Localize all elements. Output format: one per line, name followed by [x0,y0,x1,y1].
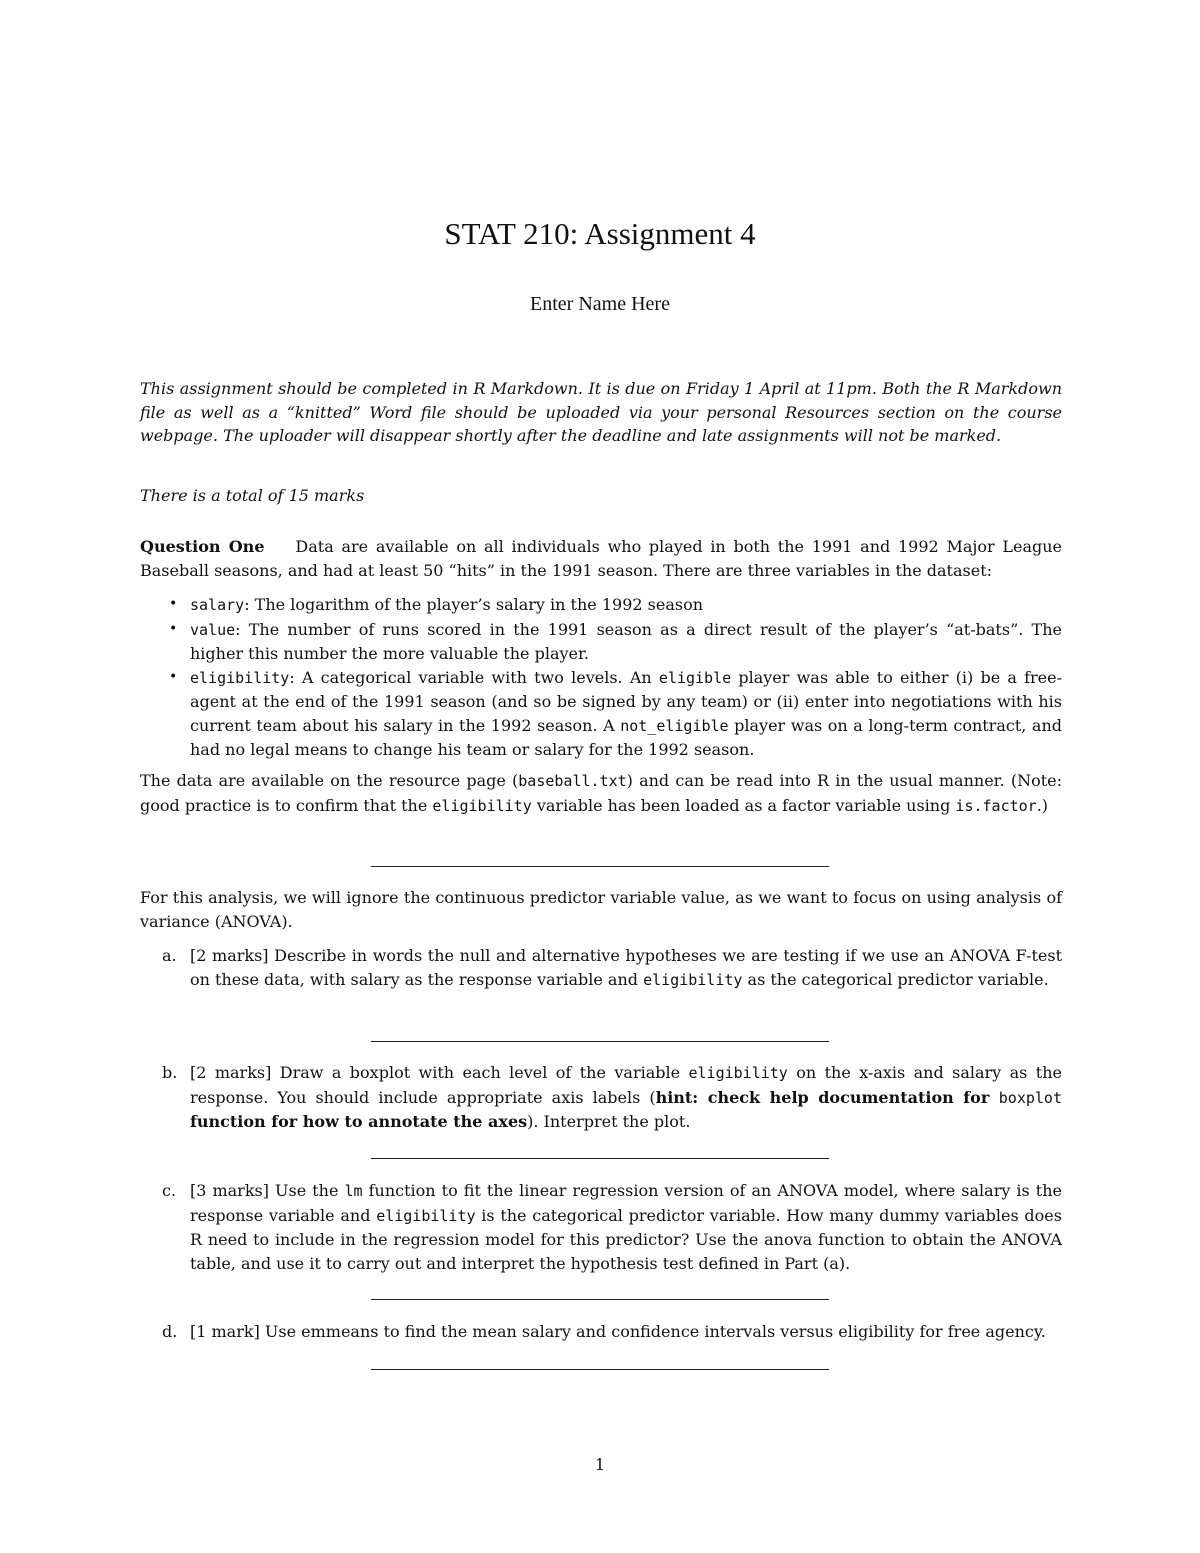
total-marks: There is a total of 15 marks [140,486,365,505]
data-note-paragraph [140,769,1062,818]
hint-text: function for how to annotate the axes [190,1112,528,1131]
data-note-text: .) [1036,795,1049,815]
part-text-span: [3 marks] Use the [190,1181,345,1200]
variable-name: eligibility [432,796,532,815]
bullet-icon: • [169,620,178,637]
part-label: b. [162,1063,178,1082]
horizontal-rule [371,1299,829,1300]
horizontal-rule [371,1158,829,1159]
variable-description: : The number of runs scored in the 1991 season as a direct result of the player’s “at-bats”. The higher this number the more valuable the player. [190,619,1062,663]
variable-description: : The logarithm of the player’s salary in the 1992 season [244,595,703,614]
page-title: STAT 210: Assignment 4 [444,216,756,251]
variable-description: : A categorical variable with two levels. An [289,667,659,687]
horizontal-rule [371,1369,829,1370]
part-label: a. [162,946,177,965]
list-item [140,593,1062,618]
part-text [190,944,1062,992]
variable-name: salary [961,1181,1011,1200]
question-one-heading: Question One [140,537,265,556]
part-text-span: on the x-axis and salary as the response. You should include appropriate axis labels ( [190,1063,1062,1107]
part-a [140,944,1062,992]
variable-name: eligibility [376,1206,476,1225]
part-text-span: is the categorical predictor variable. How many dummy variables does R need to include in the regression model for this predictor? Use the anova function to obtain the ANOVA table, and use it to carry out and interpret the hypothesis test defined in Part (a). [190,1205,1062,1273]
horizontal-rule [371,866,829,867]
part-b [140,1061,1062,1134]
part-text-span: [2 marks] Describe in words the null and alternative hypotheses we are testing if we use an ANOVA F-test on these data, with salary as the response variable and [190,946,1062,989]
list-item [140,666,1062,762]
part-d [140,1320,1062,1344]
horizontal-rule [371,1041,829,1042]
part-text [190,1061,1062,1134]
level-name: not_eligible [620,716,729,735]
bullet-icon: • [169,668,178,685]
variable-description: player was able to either (i) be a free-agent at the end of the 1991 season (and so be signed by any team) or (ii) enter into negotiations with his current team about his salary in the 1992 season. A [190,667,1063,735]
part-text-span: ). Interpret the plot. [527,1112,691,1131]
data-file-name: baseball.txt [518,772,627,790]
level-name: eligible [658,668,732,687]
function-name: lm [344,1182,363,1200]
data-note-text: The data are available on the resource page ( [140,771,519,790]
data-note-text: variable has been loaded as a factor variable using [531,795,956,815]
page-number: 1 [594,1455,606,1474]
hint-text: hint: check help documentation for [655,1087,999,1107]
bullet-icon: • [169,596,178,612]
question-one-paragraph [140,535,1062,582]
author-name: Enter Name Here [530,293,670,315]
analysis-intro: For this analysis, we will ignore the continuous predictor variable value, as we want to focus on using analysis of variance (ANOVA). [140,888,1062,931]
function-name: boxplot [998,1088,1062,1107]
part-text-span: as the categorical predictor variable. [742,969,1049,989]
variable-name: eligibility [190,668,290,687]
part-text-span: function to fit the linear regression version of an ANOVA model, where [362,1181,962,1200]
part-label: d. [162,1322,178,1341]
part-text [190,1179,1062,1275]
list-item [140,618,1062,666]
variable-name: eligibility [643,970,743,989]
data-note-text: ) and can be read into R in the usual manner. (Note: good practice is to confirm that the [140,771,1063,815]
variable-name: eligibility [688,1064,788,1082]
question-one-text: Data are available on all individuals who played in both the 1991 and 1992 Major League Baseball seasons, and had at least 50 “hits” in the 1991 season. There are three variables in the dataset: [140,537,1062,580]
part-text: [1 mark] Use emmeans to find the mean salary and confidence intervals versus eligibility for free agency. [190,1322,1046,1341]
intro-paragraph: This assignment should be completed in R Markdown. It is due on Friday 1 April at 11pm. Both the R Markdown file as well as a “knitted” Word file should be uploaded via your personal Resources section on the course webpage. The uploader will disappear shortly after the deadline and late assignments will not be marked. [140,379,1062,445]
part-text-span: is the response variable and [190,1181,1063,1225]
variable-name: salary [190,596,245,614]
variable-list [140,593,1062,762]
variable-description: player was on a long-term contract, and had no legal means to change his team or salary for the 1992 season. [190,715,1062,759]
variable-name: value [190,620,236,639]
part-text-span: [2 marks] Draw a boxplot with each level of the variable [190,1063,689,1082]
part-c [140,1179,1062,1275]
part-label: c. [162,1181,177,1200]
function-name: is.factor [955,796,1037,815]
